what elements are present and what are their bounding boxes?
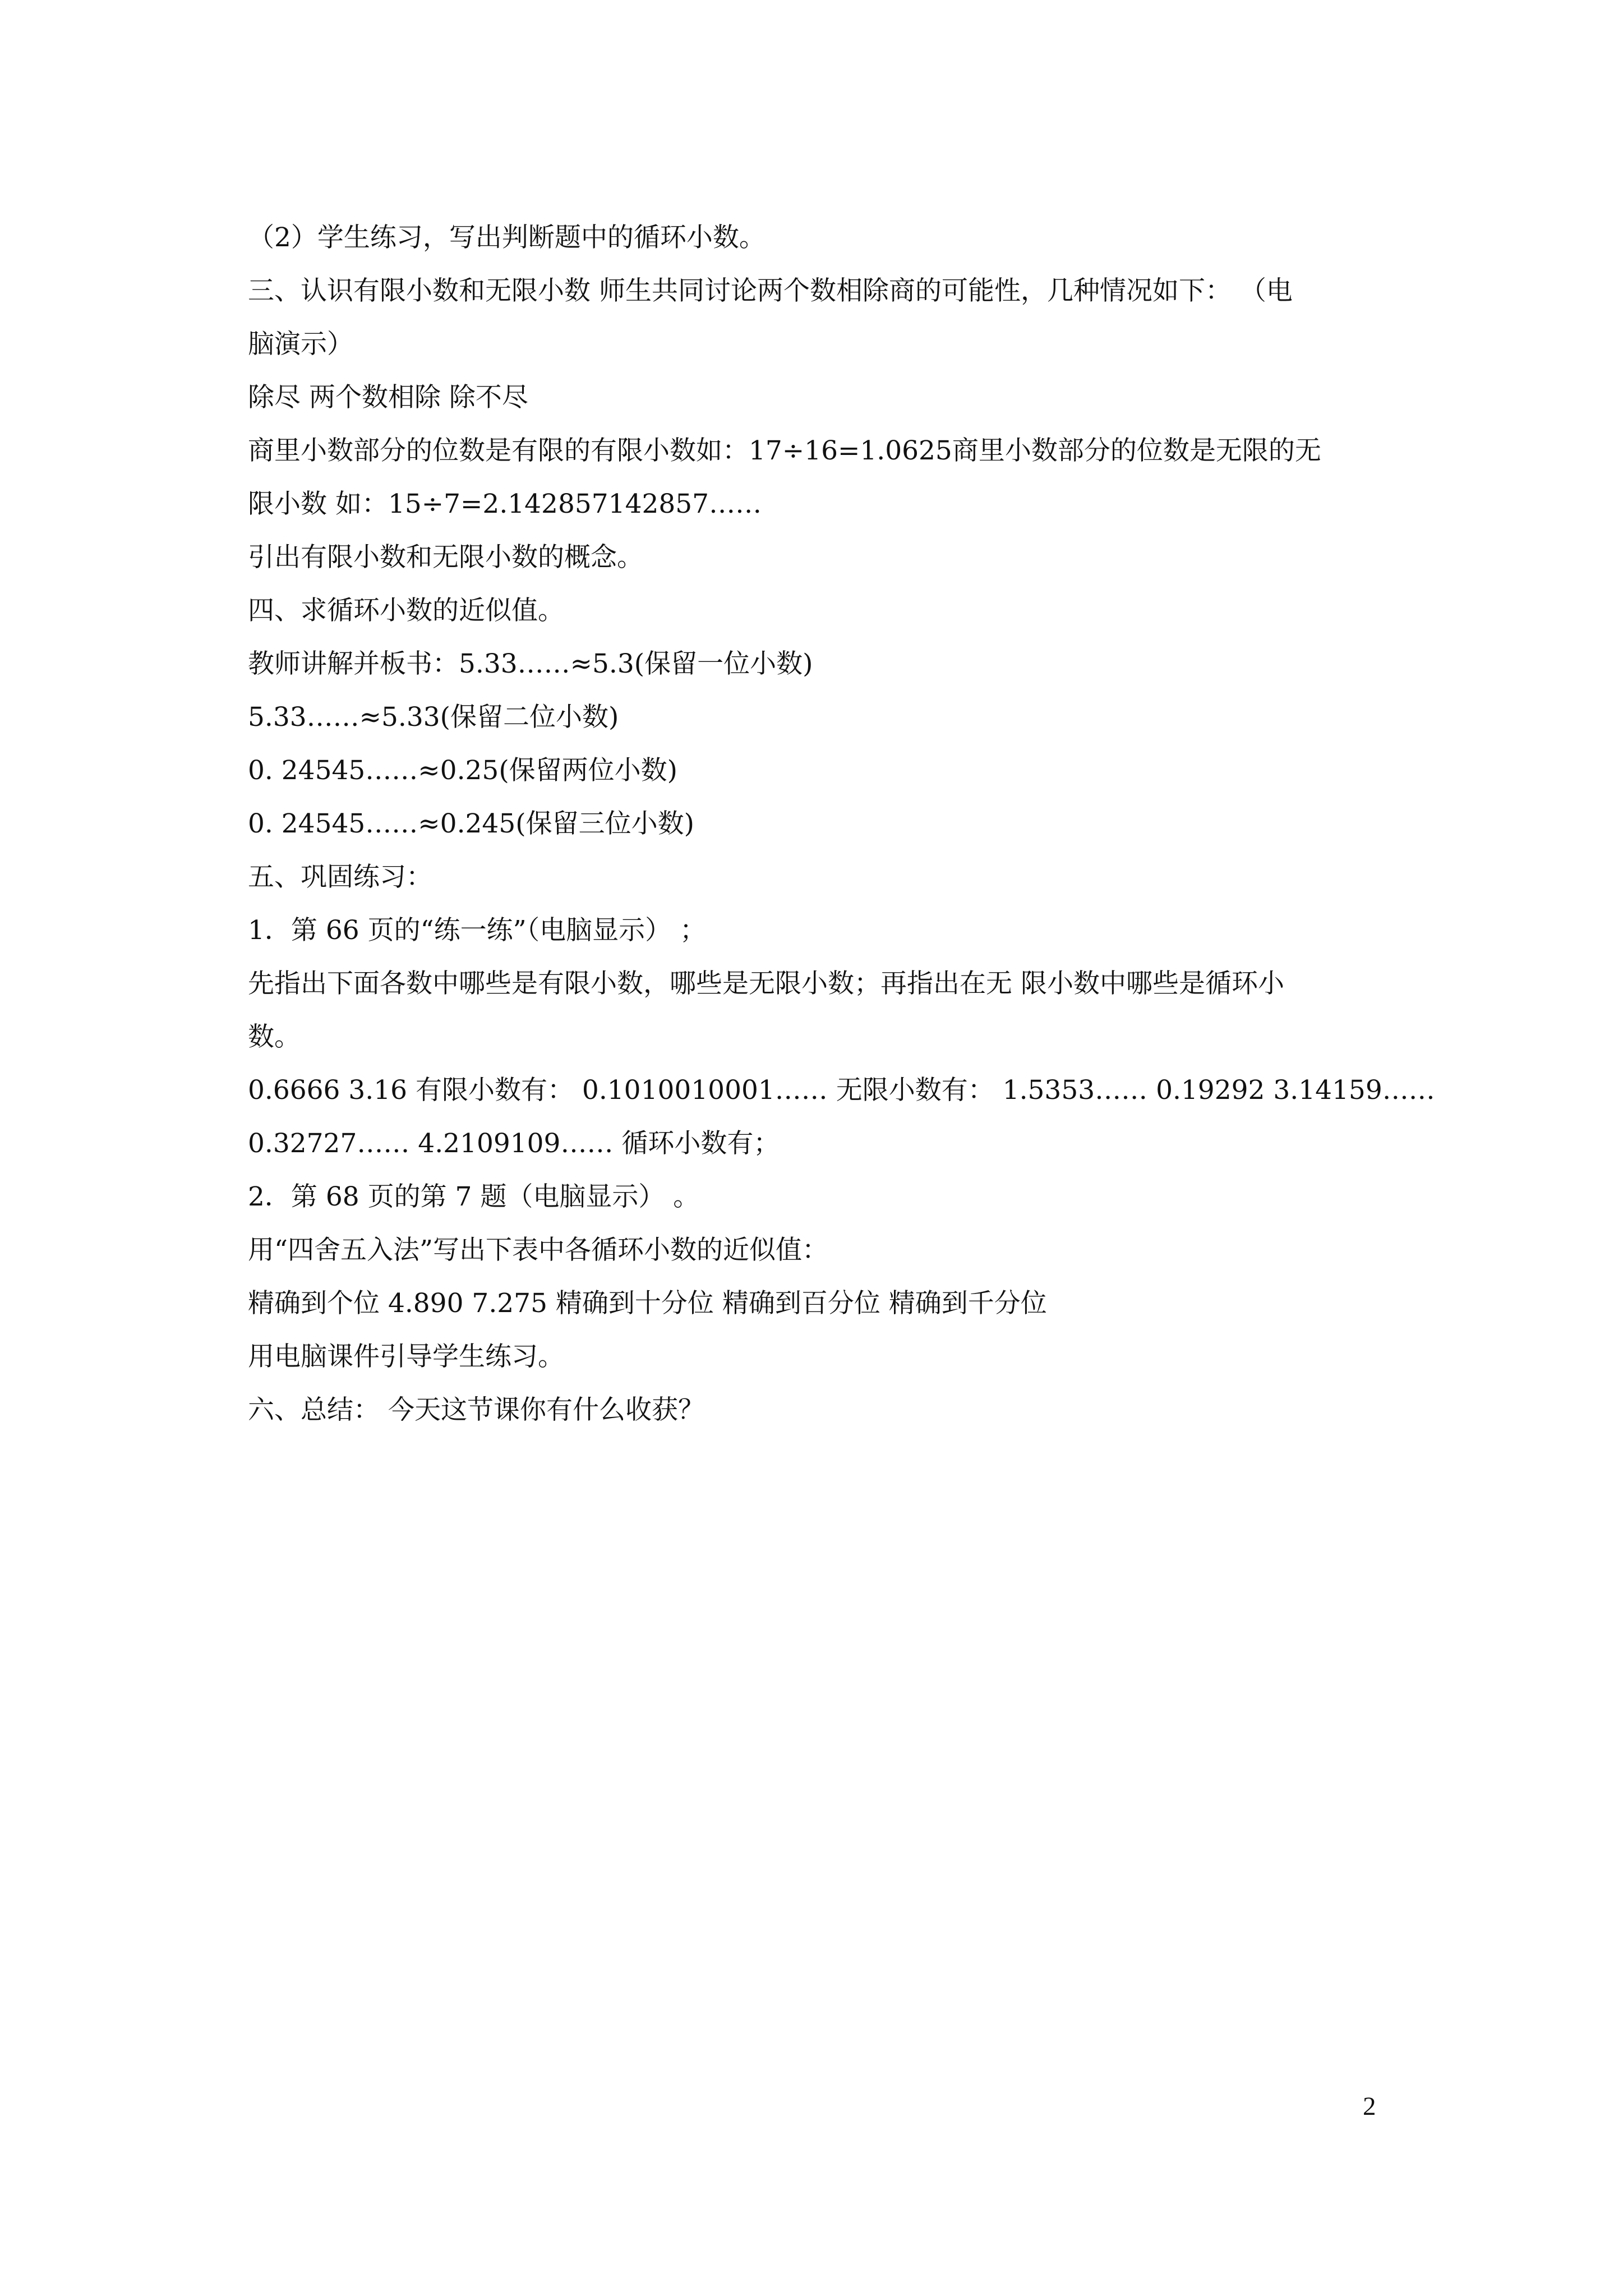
text-line: 0. 24545……≈0.245(保留三位小数) [248, 808, 694, 839]
text-line: 用电脑课件引导学生练习。 [248, 1341, 564, 1372]
document-body [248, 211, 1448, 1437]
text-line: 0.6666 3.16 有限小数有： 0.1010010001…… 无限小数有： 1.5353…… 0.19292 3.14159…… [248, 1075, 1435, 1106]
page-number: 2 [1363, 2092, 1376, 2121]
text-line: 三、认识有限小数和无限小数 师生共同讨论两个数相除商的可能性，几种情况如下： （电 [248, 275, 1293, 306]
section-heading: 四、求循环小数的近似值。 [248, 595, 564, 626]
section-heading: 五、巩固练习： [248, 862, 432, 892]
text-line: 5.33……≈5.33(保留二位小数) [248, 702, 619, 733]
text-line: 精确到个位 4.890 7.275 精确到十分位 精确到百分位 精确到千分位 [248, 1288, 1047, 1319]
text-line: （2）学生练习，写出判断题中的循环小数。 [248, 222, 766, 253]
text-line: 1．第 66 页的“练一练”（电脑显示） ； [248, 915, 707, 946]
text-line: 脑演示） [248, 329, 353, 360]
text-line: 用“四舍五入法”写出下表中各循环小数的近似值： [248, 1235, 829, 1266]
text-line: 0. 24545……≈0.25(保留两位小数) [248, 755, 677, 786]
text-line: 教师讲解并板书：5.33……≈5.3(保留一位小数) [248, 648, 813, 679]
text-line: 商里小数部分的位数是有限的有限小数如：17÷16=1.0625商里小数部分的位数是无限的无 [248, 435, 1321, 466]
text-line: 先指出下面各数中哪些是有限小数，哪些是无限小数；再指出在无 限小数中哪些是循环小 [248, 968, 1284, 999]
text-line: 2．第 68 页的第 7 题（电脑显示） 。 [248, 1181, 700, 1212]
section-heading: 六、总结： 今天这节课你有什么收获？ [248, 1395, 704, 1425]
text-line: 限小数 如：15÷7=2.142857142857…… [248, 489, 762, 519]
text-line: 数。 [248, 1022, 301, 1052]
text-line: 0.32727…… 4.2109109…… 循环小数有； [248, 1128, 780, 1159]
text-line: 除尽 两个数相除 除不尽 [248, 382, 528, 413]
text-line: 引出有限小数和无限小数的概念。 [248, 542, 643, 573]
